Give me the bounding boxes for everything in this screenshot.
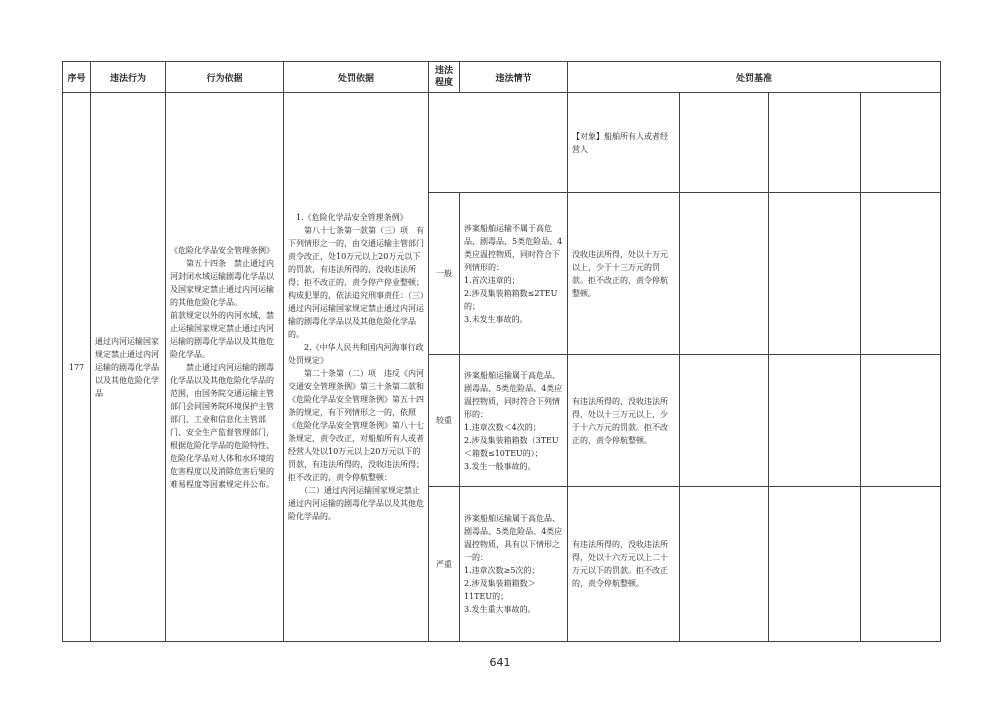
- standard-text: 没收违法所得，处以十万元以上，少于十三万元的罚款。拒不改正的，责令停航整顿。: [572, 249, 668, 298]
- empty-cell: [769, 193, 861, 355]
- empty-cell: [861, 193, 941, 355]
- table-header-row: [63, 62, 941, 93]
- violation-act-cell: [91, 93, 166, 642]
- standard-cell: [568, 193, 680, 355]
- header-degree: 违法 程度: [429, 62, 460, 93]
- penalty-standard-table: [62, 61, 941, 642]
- empty-cell: [769, 93, 861, 193]
- page-number: 641: [489, 656, 511, 669]
- penalty-object: 【对象】船舶所有人或者经营人: [572, 131, 668, 154]
- standard-text: 有违法所得的，没收违法所得，处以十六万元以上二十万元以下的罚款。拒不改正的，责令停航整顿。: [572, 540, 668, 588]
- header-basis: 行为依据: [166, 62, 284, 93]
- degree-cell: 较重: [429, 355, 460, 487]
- empty-cell: [429, 93, 568, 193]
- empty-cell: [680, 487, 769, 642]
- standard-cell: [568, 487, 680, 642]
- empty-cell: [861, 355, 941, 487]
- header-circumstance: 违法情节: [460, 62, 568, 93]
- empty-cell: [680, 93, 769, 193]
- empty-cell: [680, 355, 769, 487]
- circumstance-text: 涉案船舶运输属于高危品、剧毒品、5类危险品、4类应温控物质，同时符合下列情形的： 1.违章次数＜4次的； 2.涉及集装箱箱数（3TEU＜箱数≤10TEU的）； 3.发生一般事故的。: [464, 370, 563, 471]
- degree-cell: 严重: [429, 487, 460, 642]
- penalty-basis-cell: [284, 93, 429, 642]
- circumstance-text: 涉案船舶运输属于高危品、剧毒品、5类危险品、4类应温控物质，具有以下情形之一的： 1.违章次数≥5次的； 2.涉及集装箱箱数＞11TEU的； 3.发生重大事故的。: [464, 514, 563, 614]
- empty-cell: [769, 355, 861, 487]
- standard-text: 有违法所得的，没收违法所得，处以十三万元以上，少于十六万元的罚款。拒不改正的，责令停航整顿。: [572, 396, 668, 445]
- circumstance-cell: [460, 193, 568, 355]
- empty-cell: [769, 487, 861, 642]
- header-standard: 处罚基准: [568, 62, 941, 93]
- header-act: 违法行为: [91, 62, 166, 93]
- object-cell: [568, 93, 680, 193]
- empty-cell: [861, 93, 941, 193]
- empty-cell: [680, 193, 769, 355]
- legal-basis-cell: [166, 93, 284, 642]
- degree-cell: 一般: [429, 193, 460, 355]
- header-penalty-basis: 处罚依据: [284, 62, 429, 93]
- circumstance-cell: [460, 487, 568, 642]
- header-no: 序号: [63, 62, 91, 93]
- penalty-basis: 1.《危险化学品安全管理条例》 第八十七条第一款第（三）项 有下列情形之一的，由交通运输主管部门责令改正，处10万元以上20万元以下的罚款，有违法所得的，没收违法所得；拒不改正的，责令停产停业整顿；构成犯罪的，依法追究刑事责任：（三）通过内河运输国家规定禁止通过内河运输的剧毒化学品以及其他危险化学品的。 2.《中华人民共和国内河海事行政处罚规定》 第二十条第（二）项 违反《内河交通安全管理条例》第三十条第二款和《危险化学品安全管理条例》第五十四条的规定，有下列情形之一的，依照《危险化学品安全管理条例》第八十七条规定，责令改正，对船舶所有人或者经营人处以10万元以上20万元以下的罚款，有违法所得的，没收违法所得；拒不改正的，责令停航整顿： （二）通过内河运输国家规定禁止通过内河运输的剧毒化学品以及其他危险化学品的。: [288, 213, 424, 521]
- legal-basis: 《危险化学品安全管理条例》 第五十四条 禁止通过内河封闭水域运输剧毒化学品以及国家规定禁止通过内河运输的其他危险化学品。 前款规定以外的内河水域，禁止运输国家规定禁止通过内河运输的剧毒化学品以及其他危险化学品。 禁止通过内河运输的剧毒化学品以及其他危险化学品的范围，由国务院交通运输主管部门会同国务院环境保护主管部门、工业和信息化主管部门、安全生产监督管理部门，根据危险化学品的危险特性、危险化学品对人体和水环境的危害程度以及消除危害后果的难易程度等因素规定并公布。: [170, 245, 274, 489]
- table-row: [63, 93, 941, 193]
- standard-cell: [568, 355, 680, 487]
- row-number: 177: [63, 93, 91, 642]
- empty-cell: [861, 487, 941, 642]
- violation-act: 通过内河运输国家规定禁止通过内河运输的剧毒化学品以及其他危险化学品: [95, 336, 159, 398]
- circumstance-text: 涉案船舶运输不属于高危品、剧毒品、5类危险品、4类应温控物质，同时符合下列情形的： 1.首次违章的； 2.涉及集装箱箱数≤2TEU的； 3.未发生事故的。: [464, 223, 563, 324]
- circumstance-cell: [460, 355, 568, 487]
